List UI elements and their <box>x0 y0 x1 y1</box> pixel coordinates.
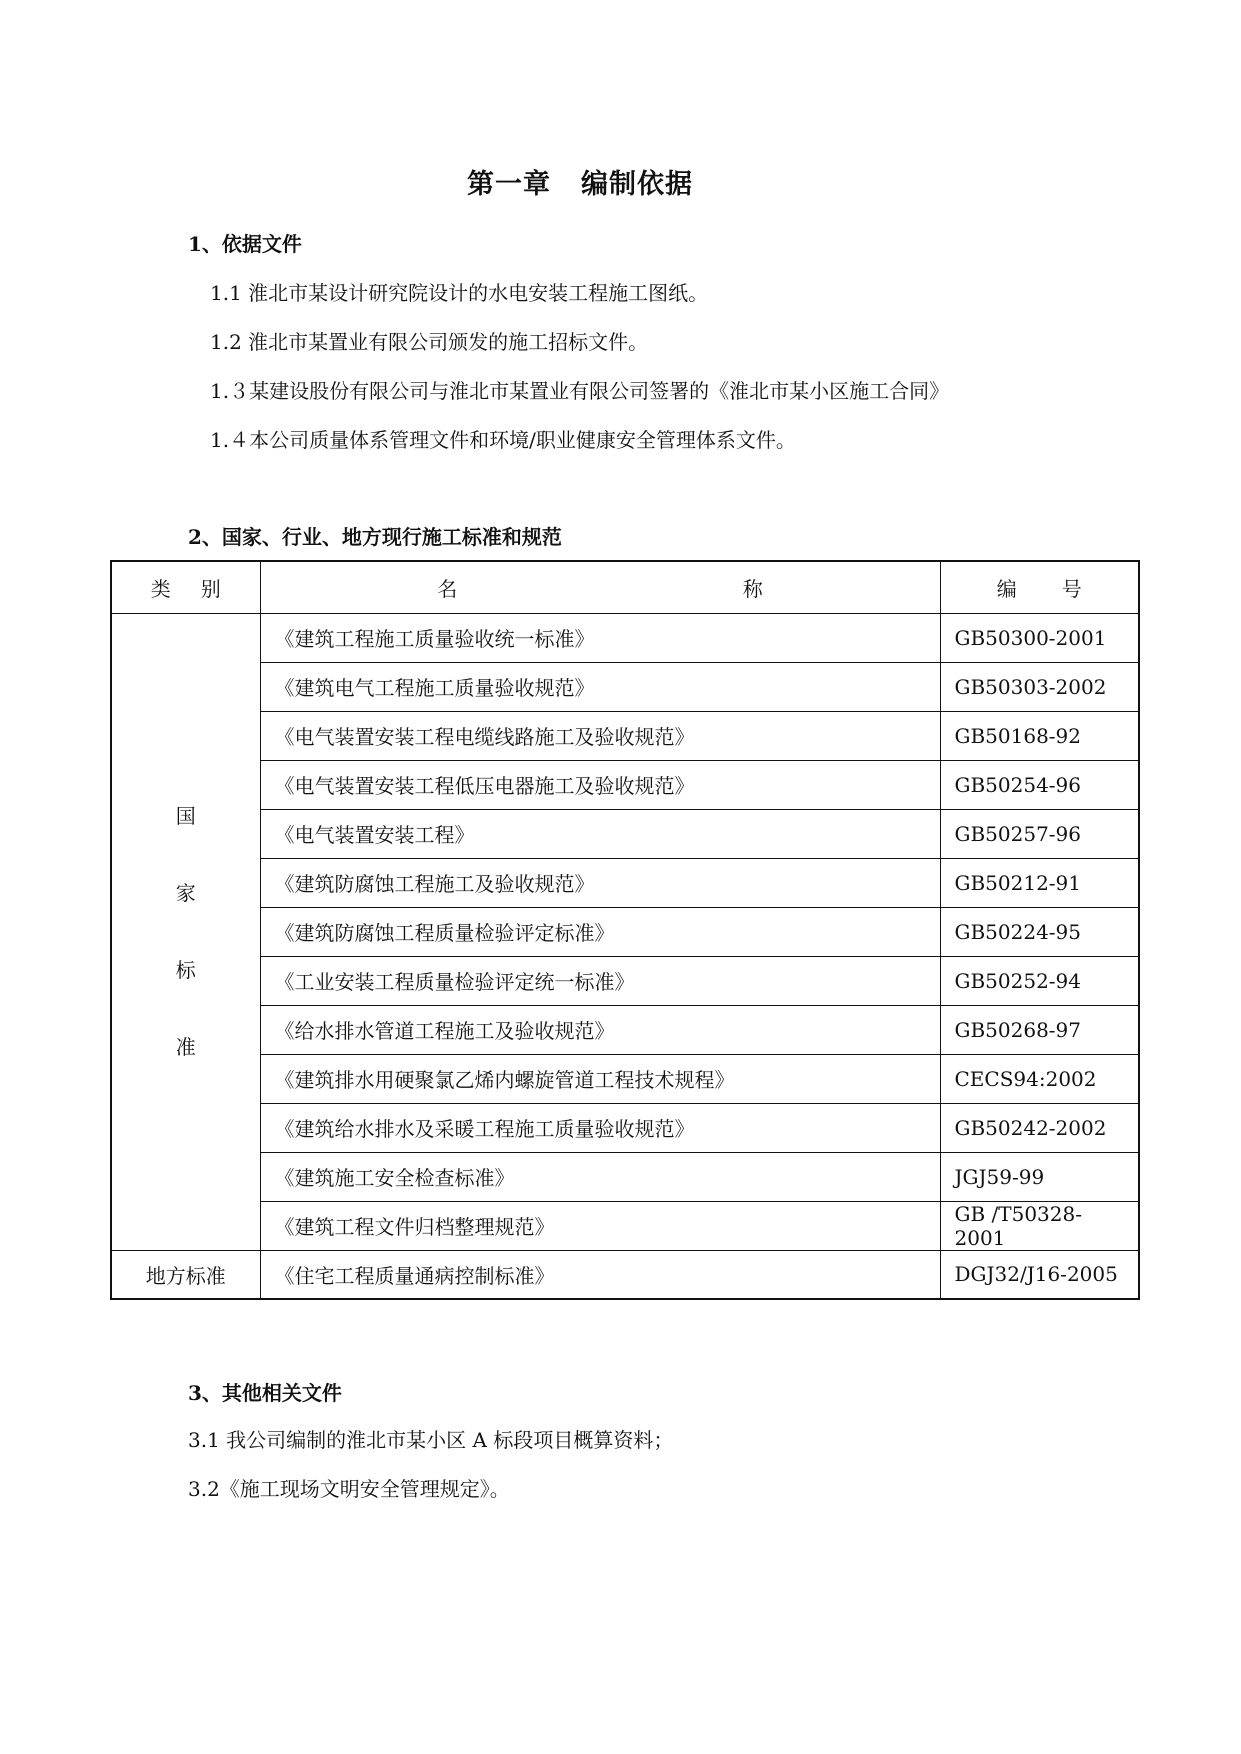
category-local: 地方标准 <box>111 1250 260 1299</box>
standard-name: 《建筑排水用硬聚氯乙烯内螺旋管道工程技术规程》 <box>260 1054 940 1103</box>
table-row <box>111 1005 1139 1054</box>
table-row <box>111 760 1139 809</box>
table-row <box>111 956 1139 1005</box>
section-1-item: 1.2 淮北市某置业有限公司颁发的施工招标文件。 <box>210 330 649 354</box>
standard-name: 《建筑防腐蚀工程施工及验收规范》 <box>260 858 940 907</box>
section-3-item: 3.1 我公司编制的淮北市某小区 A 标段项目概算资料； <box>188 1428 674 1452</box>
standard-name: 《电气装置安装工程低压电器施工及验收规范》 <box>260 760 940 809</box>
table-row <box>111 1054 1139 1103</box>
table-header-row <box>111 561 1139 613</box>
standard-code: GB /T50328-2001 <box>940 1201 1139 1250</box>
chapter-label: 第一章 <box>467 169 551 200</box>
standard-code: GB50300-2001 <box>940 613 1139 662</box>
header-code-char: 号 <box>1061 576 1082 601</box>
table-row <box>111 711 1139 760</box>
header-code-char: 编 <box>996 576 1017 601</box>
table-row <box>111 1152 1139 1201</box>
section-3-item: 3.2《施工现场文明安全管理规定》。 <box>188 1477 510 1501</box>
table-row <box>111 809 1139 858</box>
table-row <box>111 662 1139 711</box>
category-char: 标 <box>175 957 196 982</box>
standard-code: GB50252-94 <box>940 956 1139 1005</box>
chapter-title <box>0 162 1160 201</box>
standard-name: 《工业安装工程质量检验评定统一标准》 <box>260 956 940 1005</box>
standard-name: 《建筑工程文件归档整理规范》 <box>260 1201 940 1250</box>
standard-name: 《建筑防腐蚀工程质量检验评定标准》 <box>260 907 940 956</box>
header-category-char: 类 <box>150 576 171 601</box>
section-1-item: 1.1 淮北市某设计研究院设计的水电安装工程施工图纸。 <box>210 281 709 305</box>
table-row <box>111 1201 1139 1250</box>
section-2-heading: 2、国家、行业、地方现行施工标准和规范 <box>188 525 562 549</box>
standard-code: GB50168-92 <box>940 711 1139 760</box>
standard-code: JGJ59-99 <box>940 1152 1139 1201</box>
standard-name: 《给水排水管道工程施工及验收规范》 <box>260 1005 940 1054</box>
standard-name: 《建筑电气工程施工质量验收规范》 <box>260 662 940 711</box>
standard-code: GB50254-96 <box>940 760 1139 809</box>
header-name <box>260 561 940 613</box>
standard-code: GB50212-91 <box>940 858 1139 907</box>
table-row <box>111 613 1139 662</box>
standard-code: GB50242-2002 <box>940 1103 1139 1152</box>
category-char: 国 <box>175 803 196 828</box>
header-category-char: 别 <box>200 576 221 601</box>
table-row <box>111 907 1139 956</box>
header-code <box>940 561 1139 613</box>
standard-name: 《建筑施工安全检查标准》 <box>260 1152 940 1201</box>
standard-name: 《建筑工程施工质量验收统一标准》 <box>260 613 940 662</box>
table-row <box>111 1250 1139 1299</box>
standard-name: 《电气装置安装工程》 <box>260 809 940 858</box>
standard-name: 《建筑给水排水及采暖工程施工质量验收规范》 <box>260 1103 940 1152</box>
section-1-item: 1.３某建设股份有限公司与淮北市某置业有限公司签署的《淮北市某小区施工合同》 <box>210 379 950 403</box>
table-row <box>111 1103 1139 1152</box>
category-char: 家 <box>175 880 196 905</box>
table-row <box>111 858 1139 907</box>
category-char: 准 <box>175 1034 196 1059</box>
standard-code: GB50224-95 <box>940 907 1139 956</box>
standard-code: DGJ32/J16-2005 <box>940 1250 1139 1299</box>
chapter-heading: 编制依据 <box>581 169 693 200</box>
section-3-heading: 3、其他相关文件 <box>188 1381 342 1405</box>
standard-code: CECS94:2002 <box>940 1054 1139 1103</box>
header-name-char: 称 <box>742 576 763 601</box>
category-national <box>111 613 260 1250</box>
standard-code: GB50268-97 <box>940 1005 1139 1054</box>
standard-code: GB50303-2002 <box>940 662 1139 711</box>
section-1-heading: 1、依据文件 <box>188 232 302 256</box>
section-1-item: 1.４本公司质量体系管理文件和环境/职业健康安全管理体系文件。 <box>210 428 796 452</box>
standard-code: GB50257-96 <box>940 809 1139 858</box>
header-name-char: 名 <box>437 576 458 601</box>
standard-name: 《住宅工程质量通病控制标准》 <box>260 1250 940 1299</box>
standard-name: 《电气装置安装工程电缆线路施工及验收规范》 <box>260 711 940 760</box>
standards-table <box>110 560 1140 1300</box>
header-category <box>111 561 260 613</box>
